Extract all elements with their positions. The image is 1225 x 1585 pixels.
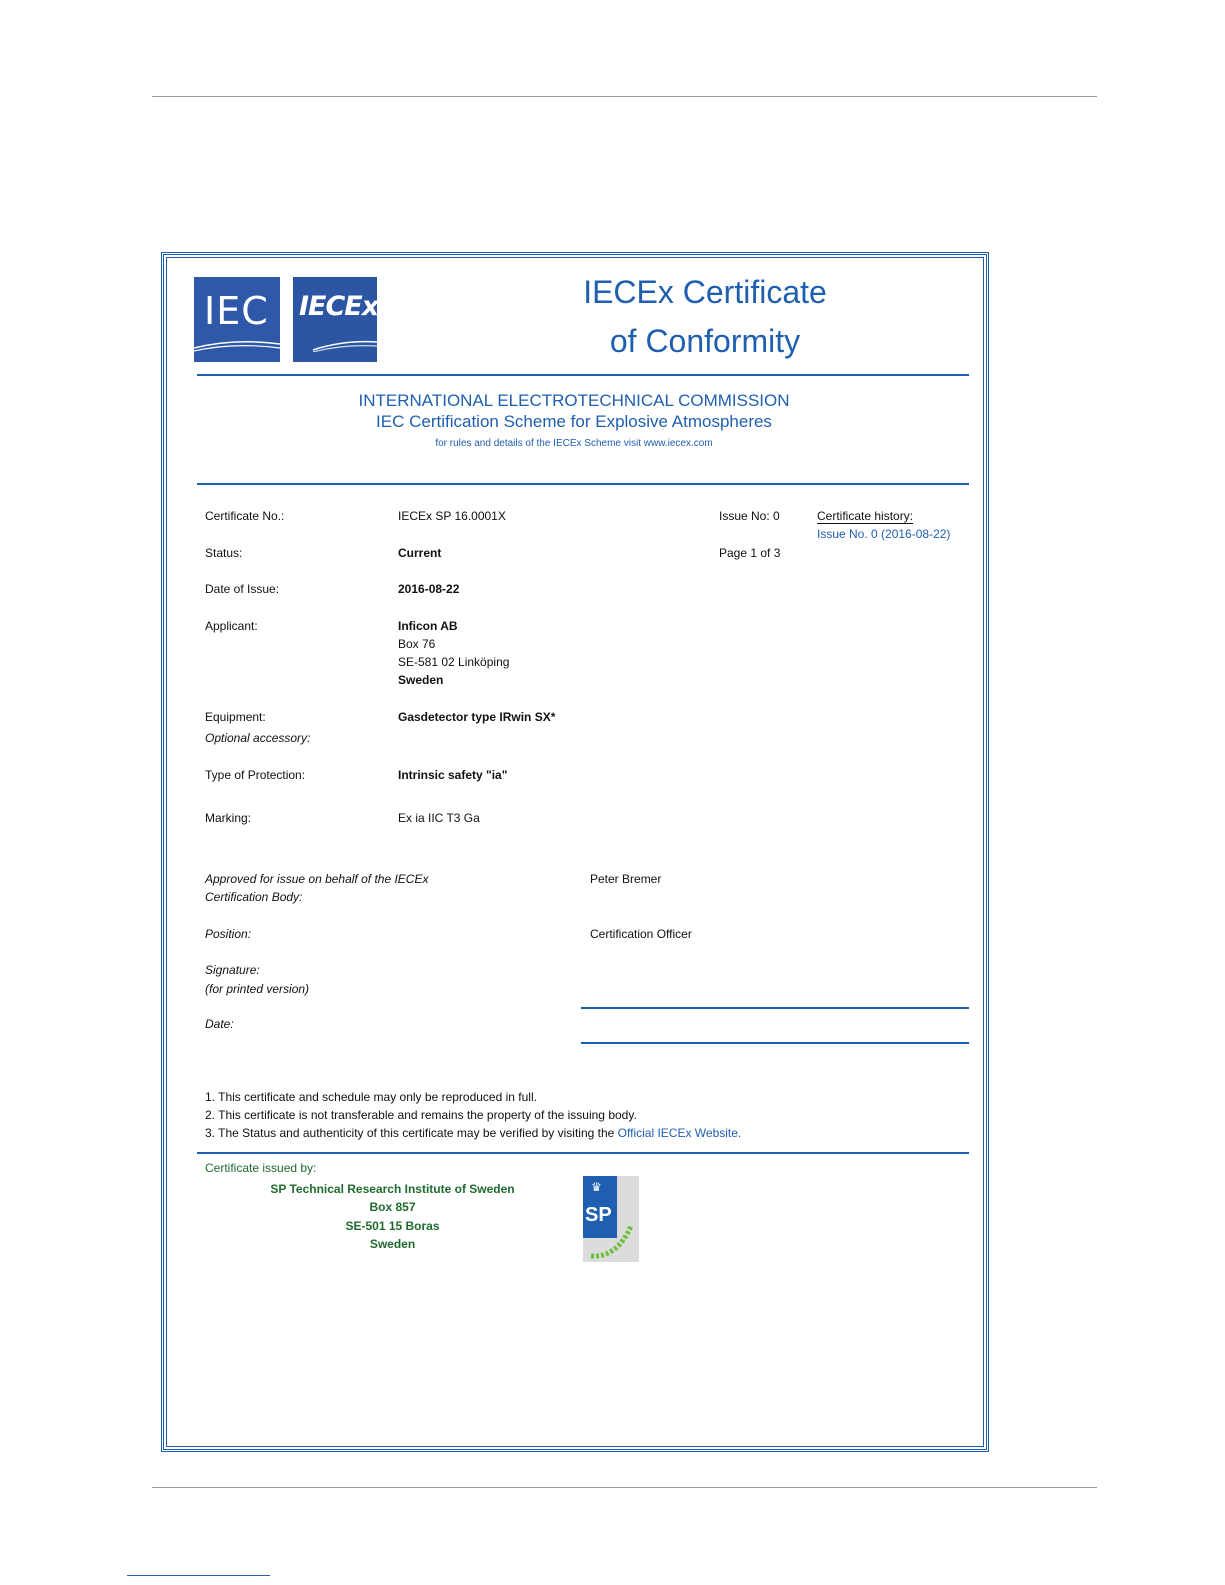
approver-name: Peter Bremer xyxy=(590,872,662,886)
signature-note: (for printed version) xyxy=(205,982,310,996)
status-label: Status: xyxy=(205,546,243,560)
applicant-address-line1: Box 76 xyxy=(398,637,436,651)
header-divider xyxy=(197,374,969,376)
position-value: Certification Officer xyxy=(590,927,692,941)
issuer-name: SP Technical Research Institute of Sweden xyxy=(270,1182,515,1196)
iecex-logo-text: IECEx xyxy=(299,291,379,322)
org-scheme: IEC Certification Scheme for Explosive Atmospheres xyxy=(376,412,772,431)
applicant-address-line2: SE-581 02 Linköping xyxy=(398,655,510,669)
footer-link-underline xyxy=(127,1575,270,1576)
applicant-label: Applicant: xyxy=(205,619,258,633)
iec-logo xyxy=(194,277,280,362)
issuer-address-line2: SE-501 15 Boras xyxy=(345,1219,440,1233)
marking-label: Marking: xyxy=(205,811,252,825)
note-1: 1. This certificate and schedule may only be reproduced in full. xyxy=(205,1090,537,1104)
certificate-history-link[interactable]: Issue No. 0 (2016-08-22) xyxy=(817,527,951,541)
date-line xyxy=(581,1042,969,1044)
type-of-protection-label: Type of Protection: xyxy=(205,768,306,782)
certificate-no-label: Certificate No.: xyxy=(205,509,285,523)
org-name: INTERNATIONAL ELECTROTECHNICAL COMMISSION xyxy=(358,391,790,410)
position-label: Position: xyxy=(205,927,252,941)
marking-value: Ex ia IIC T3 Ga xyxy=(398,811,480,825)
iec-logo-text: IEC xyxy=(204,289,269,333)
approved-label-line2: Certification Body: xyxy=(205,890,303,904)
certificate-no-value: IECEx SP 16.0001X xyxy=(398,509,506,523)
org-divider xyxy=(197,483,969,485)
note-3 xyxy=(205,1124,741,1142)
issue-no: Issue No: 0 xyxy=(719,509,780,523)
page-bottom-rule xyxy=(152,1487,1097,1488)
certificate-title-line1: IECEx Certificate xyxy=(583,274,827,310)
issuer-country: Sweden xyxy=(369,1237,416,1251)
optional-accessory-label: Optional accessory: xyxy=(205,731,311,745)
certificate-title-line2: of Conformity xyxy=(609,323,801,359)
org-rules-note: for rules and details of the IECEx Scheme visit www.iecex.com xyxy=(435,438,713,449)
crown-icon: ♛ xyxy=(591,1180,602,1194)
note-3-text: 3. The Status and authenticity of this certificate may be verified by visiting the xyxy=(205,1126,618,1140)
equipment-label: Equipment: xyxy=(205,710,266,724)
equipment-value: Gasdetector type IRwin SX* xyxy=(398,710,556,724)
applicant-country: Sweden xyxy=(398,673,444,687)
status-value: Current xyxy=(398,546,442,560)
sp-logo-text: SP xyxy=(585,1204,612,1226)
date-label: Date: xyxy=(205,1017,234,1031)
sp-arc-icon xyxy=(587,1216,635,1260)
certificate-inner-border xyxy=(166,257,984,1447)
note-2: 2. This certificate is not transferable and remains the property of the issuing body. xyxy=(205,1108,637,1122)
issuer-address-line1: Box 857 xyxy=(369,1200,416,1214)
iecex-swoosh-icon xyxy=(293,336,377,352)
date-of-issue-value: 2016-08-22 xyxy=(398,582,460,596)
iecex-logo xyxy=(293,277,377,362)
signature-line xyxy=(581,1007,969,1009)
type-of-protection-value: Intrinsic safety "ia" xyxy=(398,768,508,782)
issued-by-label: Certificate issued by: xyxy=(205,1161,317,1175)
page-top-rule xyxy=(152,96,1097,97)
certificate-history-label: Certificate history: xyxy=(817,509,914,523)
page-number: Page 1 of 3 xyxy=(719,546,781,560)
signature-label: Signature: xyxy=(205,963,260,977)
approved-label-line1: Approved for issue on behalf of the IECEx xyxy=(205,872,429,886)
sp-logo xyxy=(583,1176,639,1262)
iec-swoosh-icon xyxy=(194,336,280,352)
official-iecex-website-link[interactable]: Official IECEx Website. xyxy=(617,1126,742,1140)
notes-divider xyxy=(197,1152,969,1154)
date-of-issue-label: Date of Issue: xyxy=(205,582,280,596)
applicant-name: Inficon AB xyxy=(398,619,458,633)
